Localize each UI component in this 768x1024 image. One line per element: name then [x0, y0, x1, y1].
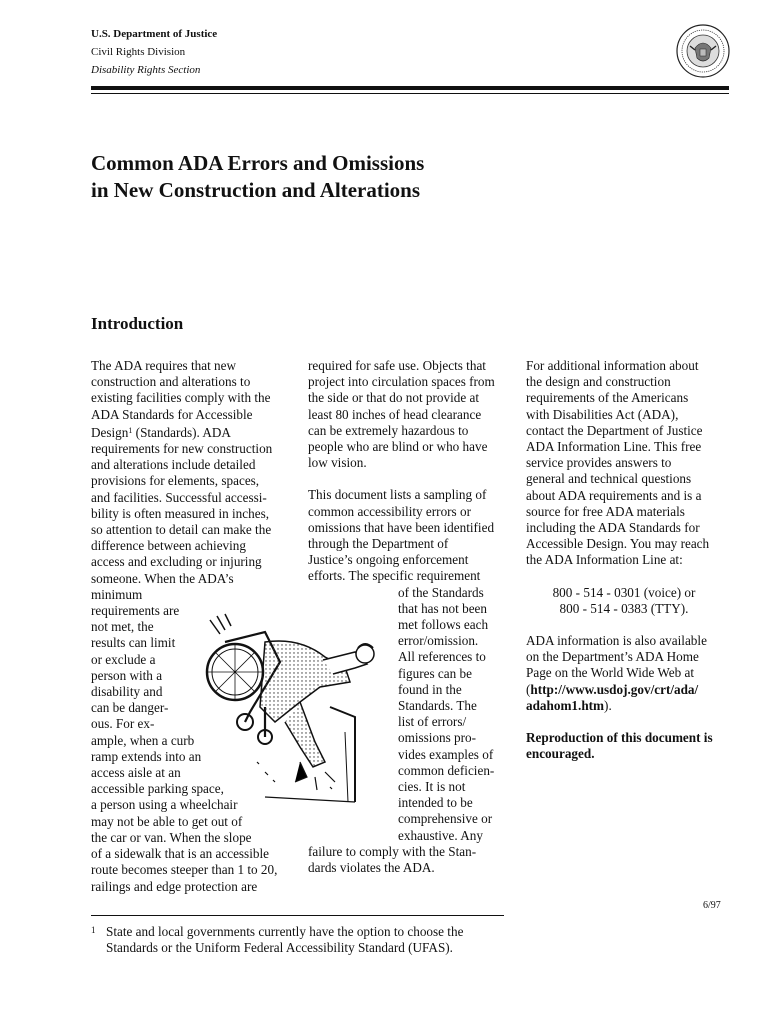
text-line: and facilities. Successful accessi-: [91, 489, 267, 505]
text-fragment: ).: [604, 697, 612, 713]
text-line: dards violates the ADA.: [308, 860, 435, 876]
footnote-line: State and local governments currently have the option to choose the: [106, 924, 464, 939]
text-line: failure to comply with the Stan-: [308, 843, 477, 859]
text-line: source for free ADA materials: [526, 503, 685, 519]
text-line: the ADA Information Line at:: [526, 552, 683, 568]
text-line: service provides answers to: [526, 455, 672, 471]
document-title: [91, 150, 691, 204]
text-line: [526, 698, 722, 714]
text-line: access and excluding or injuring: [91, 554, 262, 570]
doj-seal-icon: [676, 24, 730, 78]
text-line: results can limit: [91, 635, 176, 651]
text-line: [526, 682, 722, 698]
footnote: [91, 924, 463, 956]
text-line: the car or van. When the slope: [91, 829, 252, 845]
text-line: error/omission.: [398, 633, 479, 649]
text-line: disability and: [91, 684, 163, 700]
phone-voice: 800 - 514 - 0301 (voice) or: [552, 584, 696, 600]
text-line: met follows each: [398, 617, 489, 633]
text-line: list of errors/: [398, 714, 467, 730]
text-line: Accessible Design. You may reach: [526, 536, 710, 552]
text-line: difference between achieving: [91, 538, 246, 554]
letterhead-section: Disability Rights Section: [91, 64, 201, 76]
text-fragment: (: [526, 681, 531, 697]
text-line: accessible parking space,: [91, 781, 224, 797]
text-line: requirements of the Americans: [526, 390, 689, 406]
text-line: the side or that do not provide at: [308, 390, 480, 406]
text-line: access aisle at an: [91, 765, 181, 781]
text-line: exhaustive. Any: [398, 827, 483, 843]
text-line: ADA Information Line. This free: [526, 439, 702, 455]
text-line: ample, when a curb: [91, 732, 195, 748]
text-fragment: (Standards). ADA: [132, 424, 231, 440]
text-line: construction and alterations to: [91, 374, 251, 390]
footnote-ref: 1: [128, 425, 133, 435]
text-line: about ADA requirements and is a: [526, 487, 702, 503]
text-line: efforts. The specific requirement: [308, 568, 481, 584]
header-rule-thin: [91, 93, 729, 94]
text-line: Page on the World Wide Web at: [526, 665, 695, 681]
text-line: ous. For ex-: [91, 716, 155, 732]
text-line: Standards. The: [398, 698, 477, 714]
text-line: requirements are: [91, 603, 180, 619]
letterhead-department: U.S. Department of Justice: [91, 28, 218, 40]
text-line: provisions for elements, spaces,: [91, 473, 260, 489]
text-line: a person using a wheelchair: [91, 797, 238, 813]
text-line: All references to: [398, 649, 486, 665]
text-line: ADA information is also available: [526, 633, 707, 649]
text-line: ramp extends into an: [91, 748, 202, 764]
text-fragment: Design: [91, 424, 129, 440]
text-line: that has not been: [398, 600, 487, 616]
title-line: Common ADA Errors and Omissions: [91, 151, 425, 175]
text-line: project into circulation spaces from: [308, 374, 495, 390]
footnote-marker: 1: [91, 925, 96, 935]
text-line: found in the: [398, 681, 462, 697]
text-line: the design and construction: [526, 374, 671, 390]
phone-tty: 800 - 514 - 0383 (TTY).: [559, 600, 689, 616]
text-line: low vision.: [308, 455, 367, 471]
text-line: through the Department of: [308, 536, 449, 552]
text-line: cies. It is not: [398, 779, 466, 795]
text-line: The ADA requires that new: [91, 358, 237, 373]
section-heading: Introduction: [91, 314, 184, 333]
text-line: can be extremely hazardous to: [308, 422, 469, 438]
website-url-continued[interactable]: adahom1.htm: [526, 697, 605, 713]
text-line: so attention to detail can make the: [91, 522, 272, 538]
text-line: ADA Standards for Accessible: [91, 406, 253, 422]
text-line: [91, 423, 277, 441]
text-line: on the Department’s ADA Home: [526, 649, 699, 665]
text-line: minimum: [91, 586, 143, 602]
text-line: not met, the: [91, 619, 154, 635]
text-line: omissions that have been identified: [308, 519, 495, 535]
publication-date: 6/97: [703, 900, 721, 911]
text-line: general and technical questions: [526, 471, 692, 487]
letterhead-division: Civil Rights Division: [91, 46, 186, 58]
text-line: intended to be: [398, 795, 473, 811]
text-line: or exclude a: [91, 651, 156, 667]
text-line: of a sidewalk that is an accessible: [91, 846, 269, 862]
reproduction-note: Reproduction of this document is: [526, 730, 713, 746]
text-line: vides examples of: [398, 746, 494, 762]
text-line: can be danger-: [91, 700, 169, 716]
text-line: This document lists a sampling of: [308, 487, 487, 503]
text-line: common accessibility errors or: [308, 503, 471, 519]
text-line: least 80 inches of head clearance: [308, 406, 482, 422]
footnote-line: Standards or the Uniform Federal Accessibility Standard (UFAS).: [106, 940, 453, 956]
text-line: railings and edge protection are: [91, 878, 258, 894]
text-line: comprehensive or: [398, 811, 493, 827]
text-line: bility is often measured in inches,: [91, 505, 269, 521]
text-line: of the Standards: [398, 584, 484, 600]
title-line: in New Construction and Alterations: [91, 178, 421, 202]
text-line: someone. When the ADA’s: [91, 570, 234, 586]
text-line: common deficien-: [398, 762, 495, 778]
text-line: existing facilities comply with the: [91, 390, 271, 406]
text-line: For additional information about: [526, 358, 699, 373]
text-line: may not be able to get out of: [91, 813, 243, 829]
text-line: omissions pro-: [398, 730, 477, 746]
reproduction-note: encouraged.: [526, 746, 595, 762]
header-rule-thick: [91, 86, 729, 90]
text-line: people who are blind or who have: [308, 439, 488, 455]
text-line: Justice’s ongoing enforcement: [308, 552, 469, 568]
text-line: and alterations include detailed: [91, 457, 256, 473]
wheelchair-user-falling-off-curb-ramp-illustration: [205, 612, 395, 812]
text-line: including the ADA Standards for: [526, 520, 700, 536]
website-url[interactable]: http://www.usdoj.gov/crt/ada/: [530, 681, 699, 697]
text-line: contact the Department of Justice: [526, 422, 703, 438]
footnote-rule: [91, 915, 504, 916]
text-line: requirements for new construction: [91, 441, 273, 457]
text-line: route becomes steeper than 1 to 20,: [91, 862, 278, 878]
text-line: required for safe use. Objects that: [308, 358, 486, 373]
text-line: figures can be: [398, 665, 472, 681]
text-line: person with a: [91, 667, 163, 683]
text-line: with Disabilities Act (ADA),: [526, 406, 679, 422]
column-3: [526, 358, 722, 762]
